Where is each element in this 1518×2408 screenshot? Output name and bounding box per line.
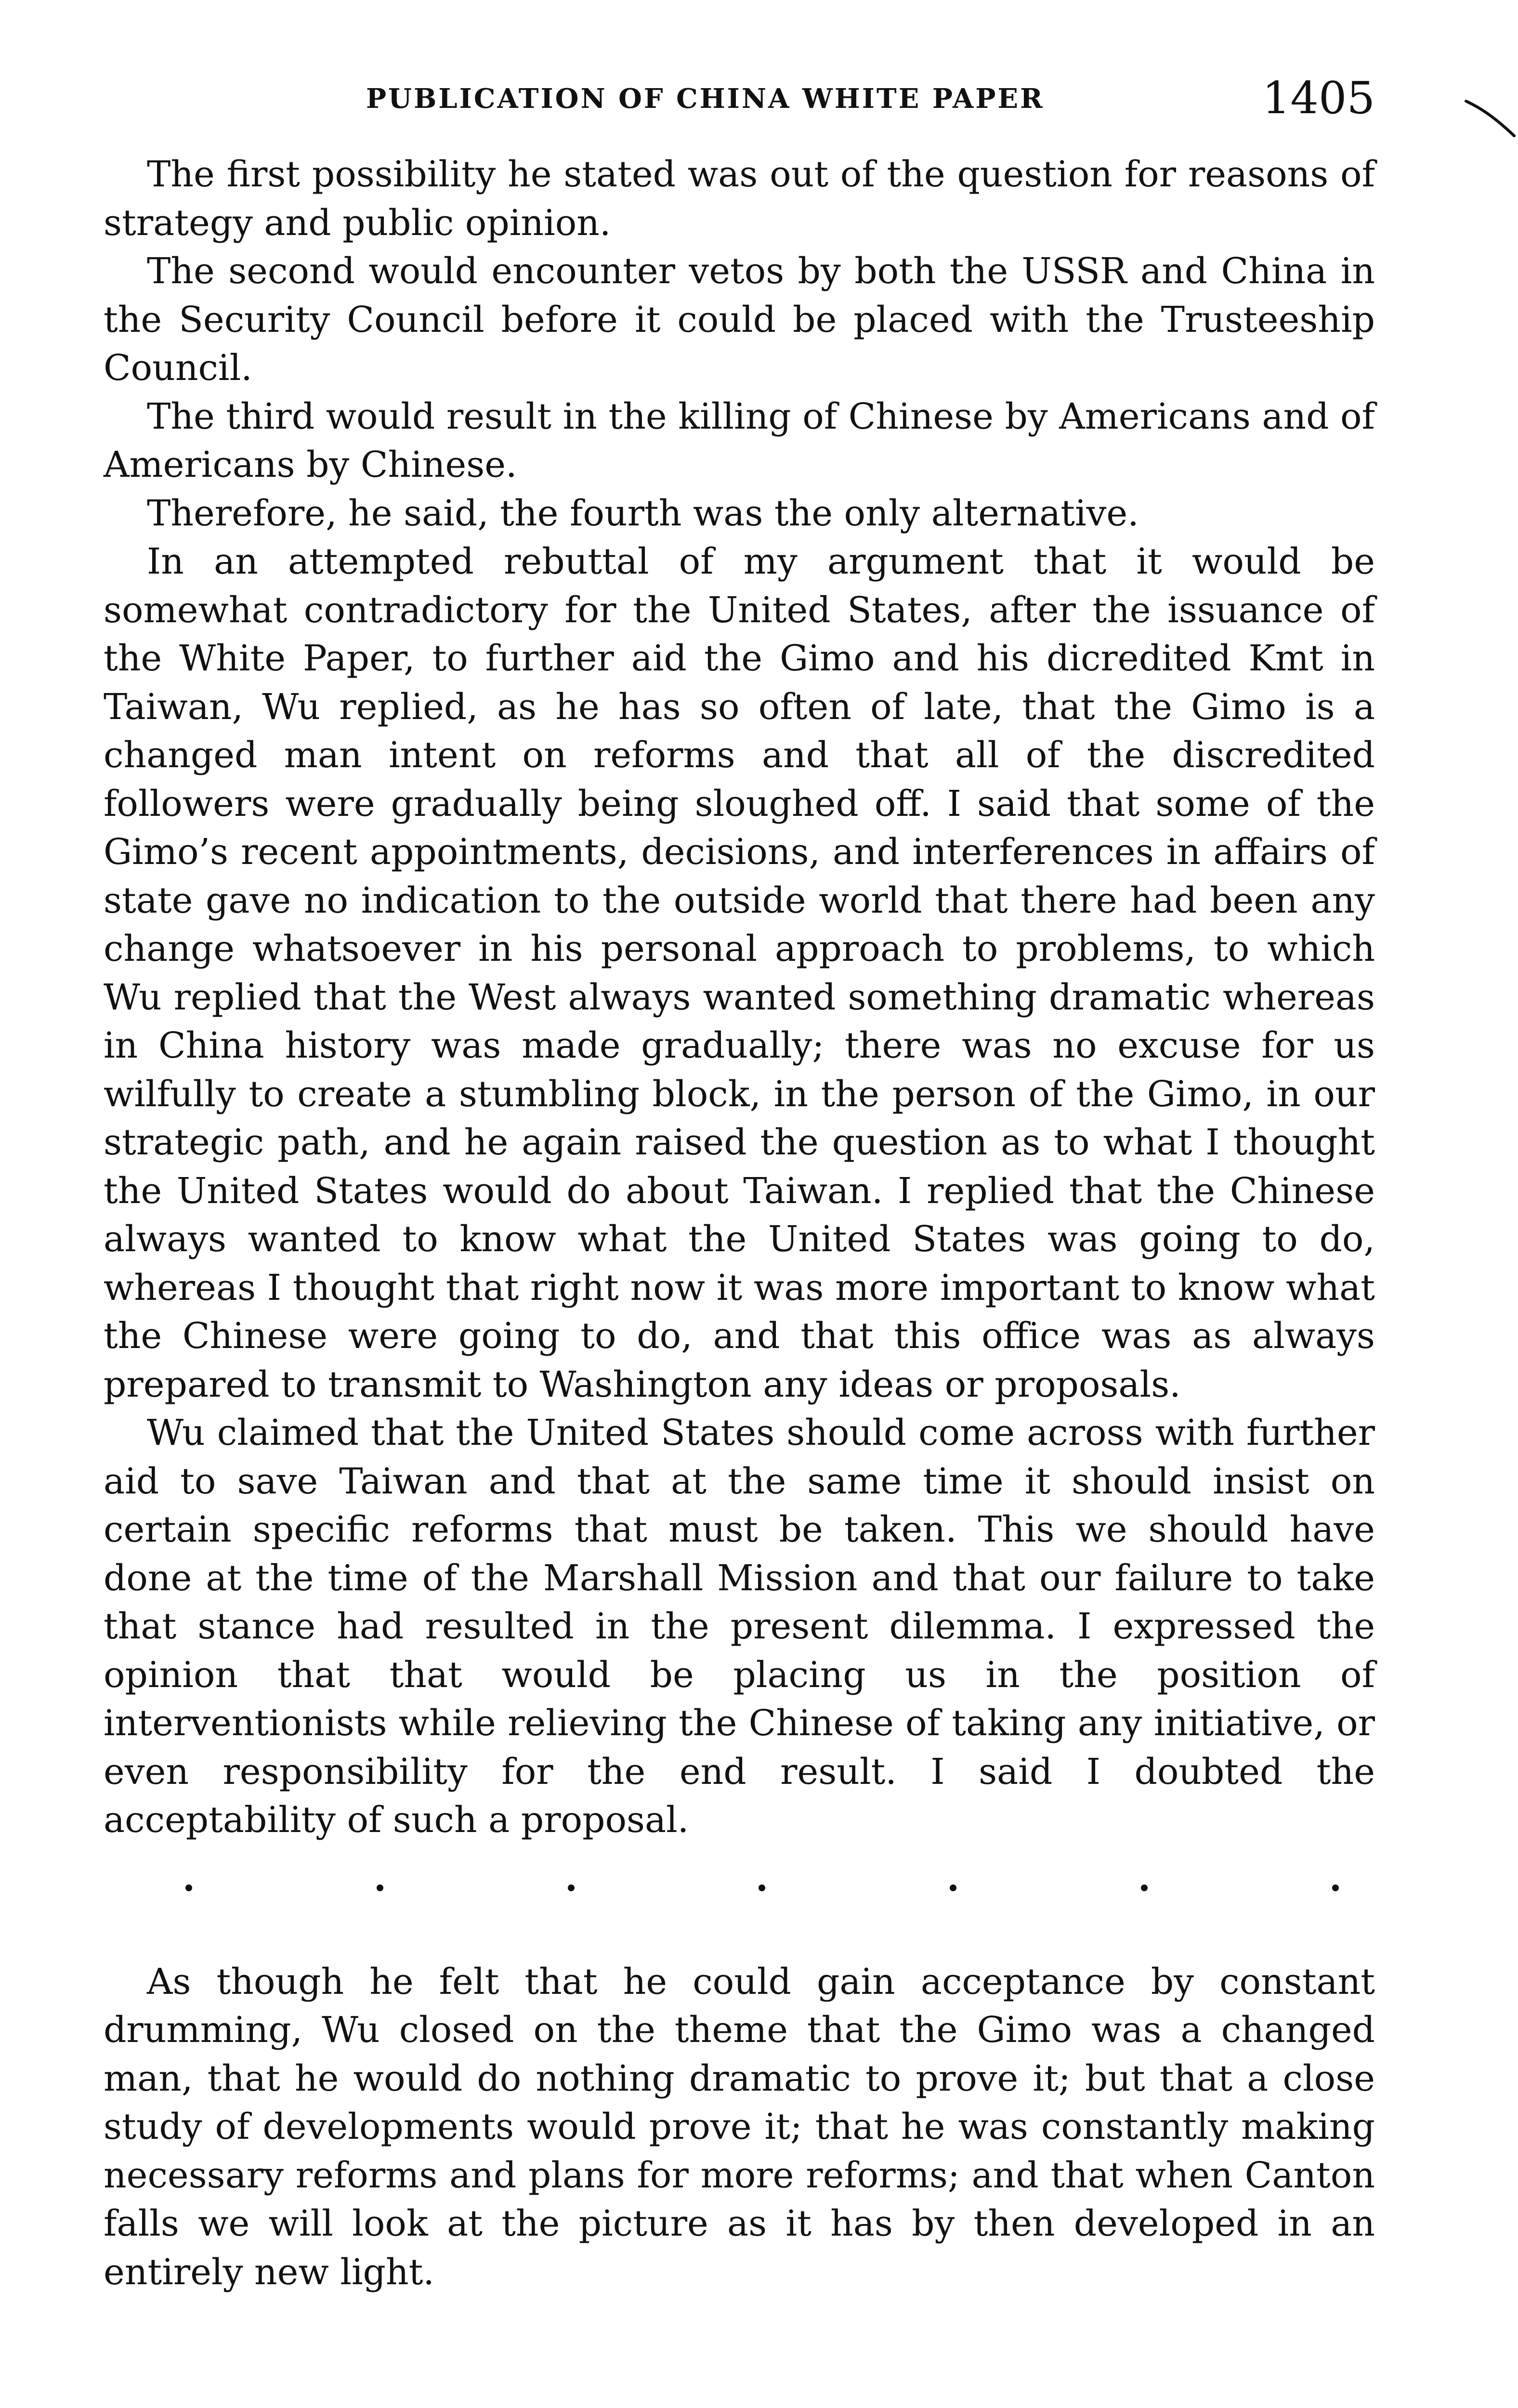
running-head [104,72,1375,125]
ellipsis-dot [950,1885,956,1891]
paragraph-4: Therefore, he said, the fourth was the only alternative. [147,492,1139,534]
paragraph-6: Wu claimed that the United States should come across with further aid to save Taiwan and that at the same time it should insist on certain specific reforms that must be taken. This we should have done at the time of the Marshall Mission and that our failure to take that stance had resulted in the present dilemma. I expressed the opinion that that would be placing us in the position of interventionists while relieving the Chinese of taking any initiative, or even responsibility for the end result. I said I doubted the acceptability of such a proposal. [104,1412,1375,1841]
running-title: PUBLICATION OF CHINA WHITE PAPER [366,83,1045,115]
pen-stroke-mark [1464,96,1517,140]
ellipsis-dot [568,1885,575,1891]
ellipsis-dot [377,1885,383,1891]
paragraph-7: As though he felt that he could gain acceptance by constant drumming, Wu closed on the theme that the Gimo was a changed man, that he would do nothing dramatic to prove it; but that a close study of developments would prove it; that he was constantly making necessary reforms and plans for more reforms; and that when Canton falls we will look at the picture as it has by then developed in an entirely new light. [104,1961,1375,2293]
page-number: 1405 [1262,72,1375,124]
ellipsis-dot [185,1885,192,1891]
ellipsis-dot [759,1885,765,1891]
omission-ellipsis [104,1864,1375,1912]
paragraph-5: In an attempted rebuttal of my argument that it would be somewhat contradictory for the United States, after the issuance of the White Paper, to further aid the Gimo and his dicredited Kmt in Taiwan, Wu replied, as he has so often of late, that the Gimo is a changed man intent on reforms and that all of the discredited followers were gradually being sloughed off. I said that some of the Gimo’s recent appointments, decisions, and interferences in affairs of state gave no indication to the outside world that there had been any change whatsoever in his personal approach to problems, to which Wu replied that the West always wanted something dramatic whereas in China history was made gradually; there was no excuse for us wilfully to create a stumbling block, in the person of the Gimo, in our strategic path, and he again raised the question as to what I thought the United States would do about Taiwan. I replied that the Chinese always wanted to know what the United States was going to do, whereas I thought that right now it was more important to know what the Chinese were going to do, and that this office was as always prepared to transmit to Washington any ideas or proposals. [104,541,1375,1405]
paragraph-2: The second would encounter vetos by both the USSR and China in the Security Council before it could be placed with the Trusteeship Council. [104,250,1375,389]
body-text [104,150,1375,2296]
paragraph-1: The first possibility he stated was out of the question for reasons of strategy and public opinion. [104,154,1375,244]
ellipsis-dot [1332,1885,1339,1891]
ellipsis-dot [1141,1885,1148,1891]
paragraph-3: The third would result in the killing of Chinese by Americans and of Americans by Chinese. [104,395,1375,485]
